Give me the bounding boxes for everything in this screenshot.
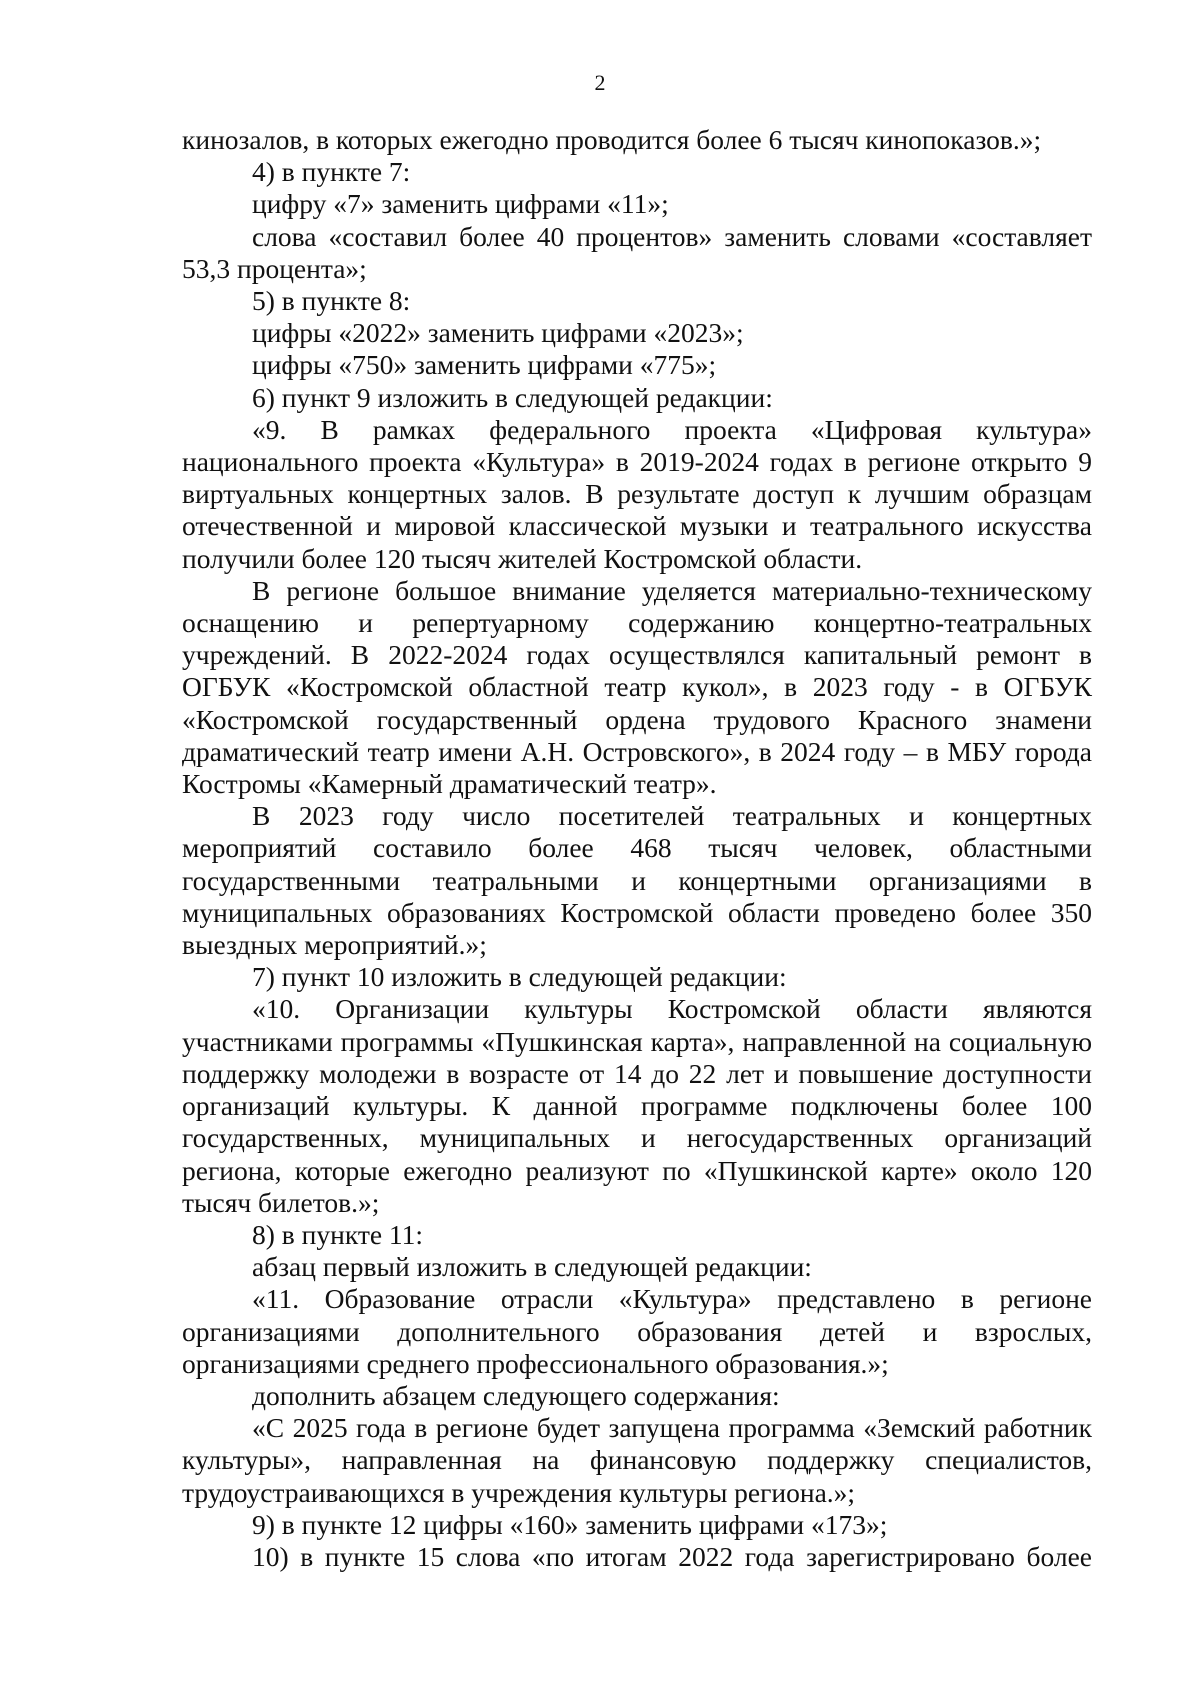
paragraph: В 2023 году число посетителей театральных и концертных мероприятий составило более 468 тысяч человек, областными государственными театральными и концертными организациями в муниципальных образованиях Костромской области проведено более 350 выездных мероприятий.»;: [182, 800, 1092, 961]
paragraph: 5) в пункте 8:: [252, 285, 411, 317]
paragraph: 7) пункт 10 изложить в следующей редакции:: [252, 961, 787, 993]
paragraph: «С 2025 года в регионе будет запущена программа «Земский работник культуры», направленная на финансовую поддержку специалистов, трудоустраивающихся в учреждения культуры региона.»;: [182, 1412, 1092, 1508]
paragraph: «9. В рамках федерального проекта «Цифровая культура» национального проекта «Культура» в 2019-2024 годах в регионе открыто 9 виртуальных концертных залов. В результате доступ к лучшим образцам отечественной и мировой классической музыки и театрального искусства получили более 120 тысяч жителей Костромской области.: [182, 413, 1092, 574]
paragraph: 8) в пункте 11:: [252, 1218, 424, 1250]
paragraph: 4) в пункте 7:: [252, 156, 411, 188]
paragraph: слова «составил более 40 процентов» заменить словами «составляет 53,3 процента»;: [182, 220, 1092, 284]
paragraph: кинозалов, в которых ежегодно проводится более 6 тысяч кинопоказов.»;: [182, 124, 1042, 155]
paragraph: 9) в пункте 12 цифры «160» заменить цифрами «173»;: [252, 1508, 888, 1540]
paragraph: «11. Образование отрасли «Культура» представлено в регионе организациями дополнительного образования детей и взрослых, организациями среднего профессионального образования.»;: [182, 1283, 1092, 1379]
paragraph: цифры «750» заменить цифрами «775»;: [252, 349, 717, 381]
paragraph: 10) в пункте 15 слова «по итогам 2022 года зарегистрировано более: [252, 1540, 1092, 1572]
paragraph: 6) пункт 9 изложить в следующей редакции:: [252, 381, 773, 413]
paragraph: В регионе большое внимание уделяется материально-техническому оснащению и репертуарному содержанию концертно-театральных учреждений. В 2022-2024 годах осуществлялся капитальный ремонт в ОГБУК «Костромской областной театр кукол», в 2023 году - в ОГБУК «Костромской государственный ордена трудового Красного знамени драматический театр имени А.Н. Островского», в 2024 году – в МБУ города Костромы «Камерный драматический театр».: [182, 574, 1092, 800]
page-number: 2: [594, 70, 606, 95]
paragraph: цифру «7» заменить цифрами «11»;: [252, 188, 669, 220]
paragraph: абзац первый изложить в следующей редакции:: [252, 1251, 812, 1283]
paragraph: цифры «2022» заменить цифрами «2023»;: [252, 317, 744, 349]
paragraph: «10. Организации культуры Костромской области являются участниками программы «Пушкинская карта», направленной на социальную поддержку молодежи в возрасте от 14 до 22 лет и повышение доступности организаций культуры. К данной программе подключены более 100 государственных, муниципальных и негосударственных организаций региона, которые ежегодно реализуют по «Пушкинской карте» около 120 тысяч билетов.»;: [182, 993, 1092, 1218]
document-body: [182, 124, 1092, 1573]
paragraph: дополнить абзацем следующего содержания:: [252, 1379, 780, 1411]
